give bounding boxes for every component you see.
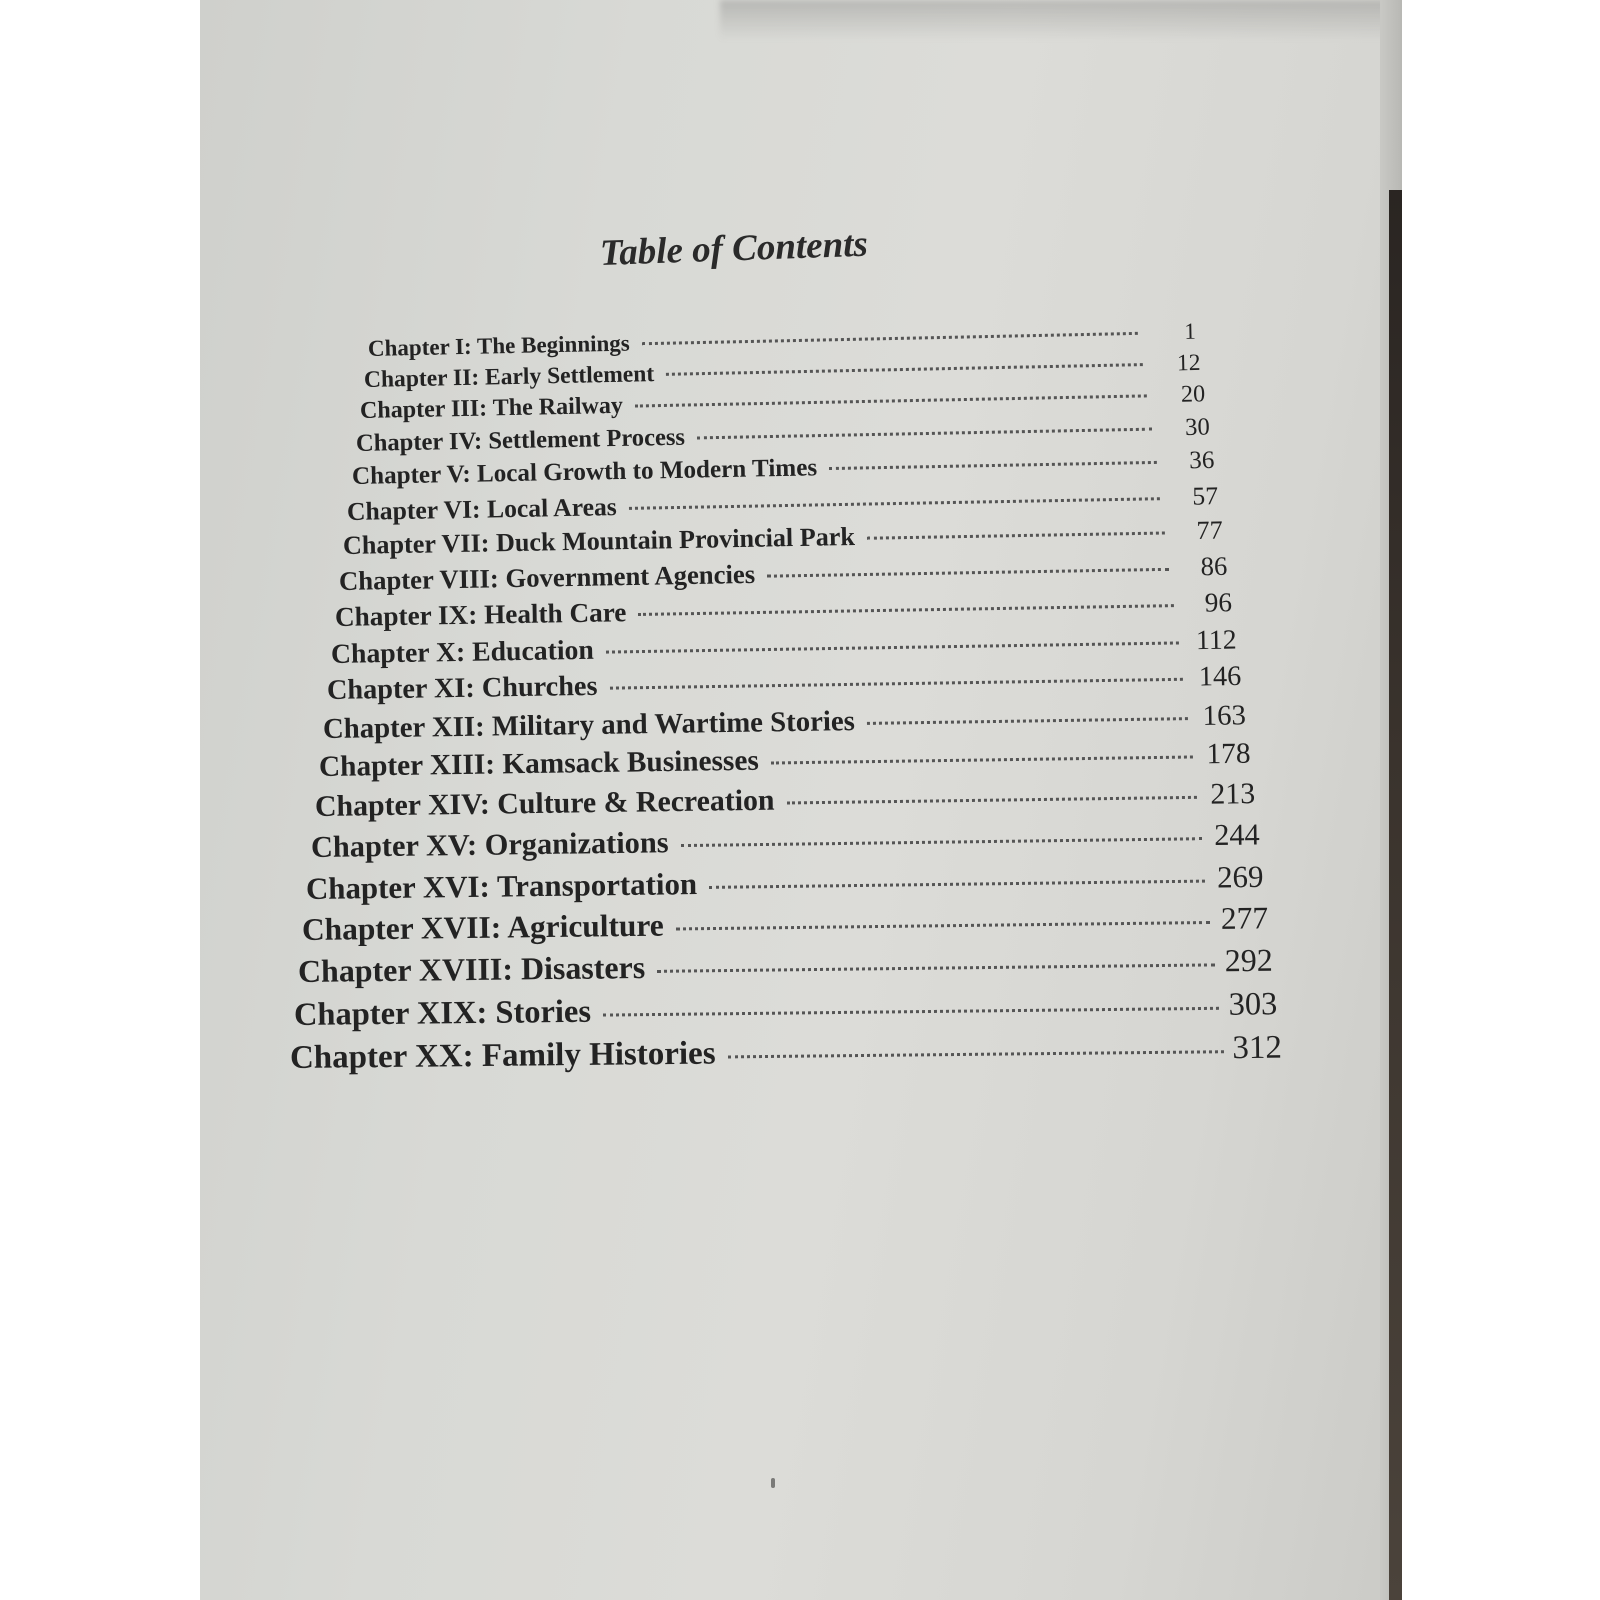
toc-entry-label: Chapter XII: Military and Wartime Stories — [322, 704, 855, 745]
toc-entry — [294, 986, 1278, 1034]
toc-entry-label: Chapter III: The Railway — [359, 392, 623, 425]
dot-leader — [767, 568, 1169, 578]
toc-entry-label: Chapter II: Early Settlement — [363, 360, 655, 393]
toc-entry-page-number: 77 — [1196, 515, 1224, 545]
toc-entry — [306, 859, 1264, 907]
toc-entry — [290, 1030, 1282, 1077]
dot-leader — [710, 879, 1206, 888]
dot-leader — [867, 717, 1188, 725]
toc-entry — [302, 900, 1268, 948]
toc-entry-label: Chapter VII: Duck Mountain Provincial Park — [343, 521, 856, 560]
dot-leader — [629, 497, 1160, 510]
toc-entry — [314, 777, 1255, 824]
toc-entry — [298, 943, 1273, 990]
dot-leader — [603, 1006, 1219, 1016]
toc-entry-label: Chapter VI: Local Areas — [347, 491, 618, 526]
dot-leader — [829, 461, 1156, 470]
toc-entry-page-number: 178 — [1206, 737, 1251, 771]
dot-leader — [680, 837, 1201, 847]
toc-entry — [318, 738, 1250, 784]
toc-entry-page-number: 1 — [1184, 318, 1197, 344]
dot-leader — [606, 641, 1179, 653]
toc-entry-page-number: 57 — [1192, 480, 1219, 511]
toc-entry — [323, 699, 1246, 746]
toc-entry-label: Chapter XVI: Transportation — [306, 865, 698, 906]
toc-entry-label: Chapter XI: Churches — [326, 670, 598, 706]
dot-leader — [786, 796, 1197, 805]
toc-entry-page-number: 12 — [1176, 349, 1201, 377]
dot-leader — [657, 963, 1215, 972]
toc-entry-label: Chapter VIII: Government Agencies — [338, 558, 756, 596]
toc-entry-page-number: 146 — [1198, 660, 1242, 693]
toc-entry-label: Chapter XIV: Culture & Recreation — [314, 783, 775, 824]
toc-entry-label: Chapter XVIII: Disasters — [297, 949, 646, 989]
toc-entry-page-number: 112 — [1195, 623, 1237, 656]
toc-entry-label: Chapter I: The Beginnings — [367, 330, 630, 361]
toc-entry-page-number: 303 — [1228, 985, 1278, 1023]
toc-entry-label: Chapter XVII: Agriculture — [302, 907, 665, 947]
toc-entry-label: Chapter XX: Family Histories — [289, 1035, 716, 1076]
page-title: Table of Contents — [599, 223, 869, 274]
dot-leader — [642, 332, 1138, 345]
toc-entry-page-number: 277 — [1221, 900, 1269, 936]
dot-leader — [728, 1050, 1224, 1058]
toc-entry-label: Chapter V: Local Growth to Modern Times — [351, 454, 817, 491]
toc-entry-label: Chapter XIII: Kamsack Businesses — [318, 744, 759, 784]
dot-leader — [697, 428, 1152, 440]
toc-entry-page-number: 312 — [1232, 1029, 1283, 1067]
dot-leader — [867, 531, 1165, 539]
dot-leader — [770, 756, 1192, 765]
toc-entry-label: Chapter IV: Settlement Process — [355, 423, 685, 458]
toc-entry-page-number: 163 — [1202, 698, 1246, 732]
toc-entry — [310, 818, 1259, 866]
page-mark — [771, 1478, 775, 1488]
dot-leader — [635, 395, 1147, 408]
toc-entry-label: Chapter IX: Health Care — [334, 596, 627, 632]
dot-leader — [639, 604, 1175, 616]
dot-leader — [666, 363, 1142, 376]
toc-entry-label: Chapter XIX: Stories — [293, 993, 592, 1033]
toc-entry-page-number: 292 — [1224, 942, 1274, 979]
dot-leader — [609, 678, 1183, 690]
toc-entry-page-number: 213 — [1209, 777, 1255, 811]
toc-entry-label: Chapter XV: Organizations — [310, 825, 669, 865]
toc-entry-page-number: 96 — [1204, 586, 1233, 618]
toc-entry-label: Chapter X: Education — [330, 633, 595, 669]
toc-entry-page-number: 30 — [1184, 413, 1210, 442]
toc-entry-page-number: 269 — [1217, 858, 1265, 895]
toc-entry-page-number: 86 — [1200, 550, 1228, 582]
toc-entry-page-number: 20 — [1180, 381, 1206, 408]
dot-leader — [676, 921, 1210, 930]
toc-entry-page-number: 36 — [1188, 446, 1215, 475]
toc-entry-page-number: 244 — [1213, 817, 1260, 853]
